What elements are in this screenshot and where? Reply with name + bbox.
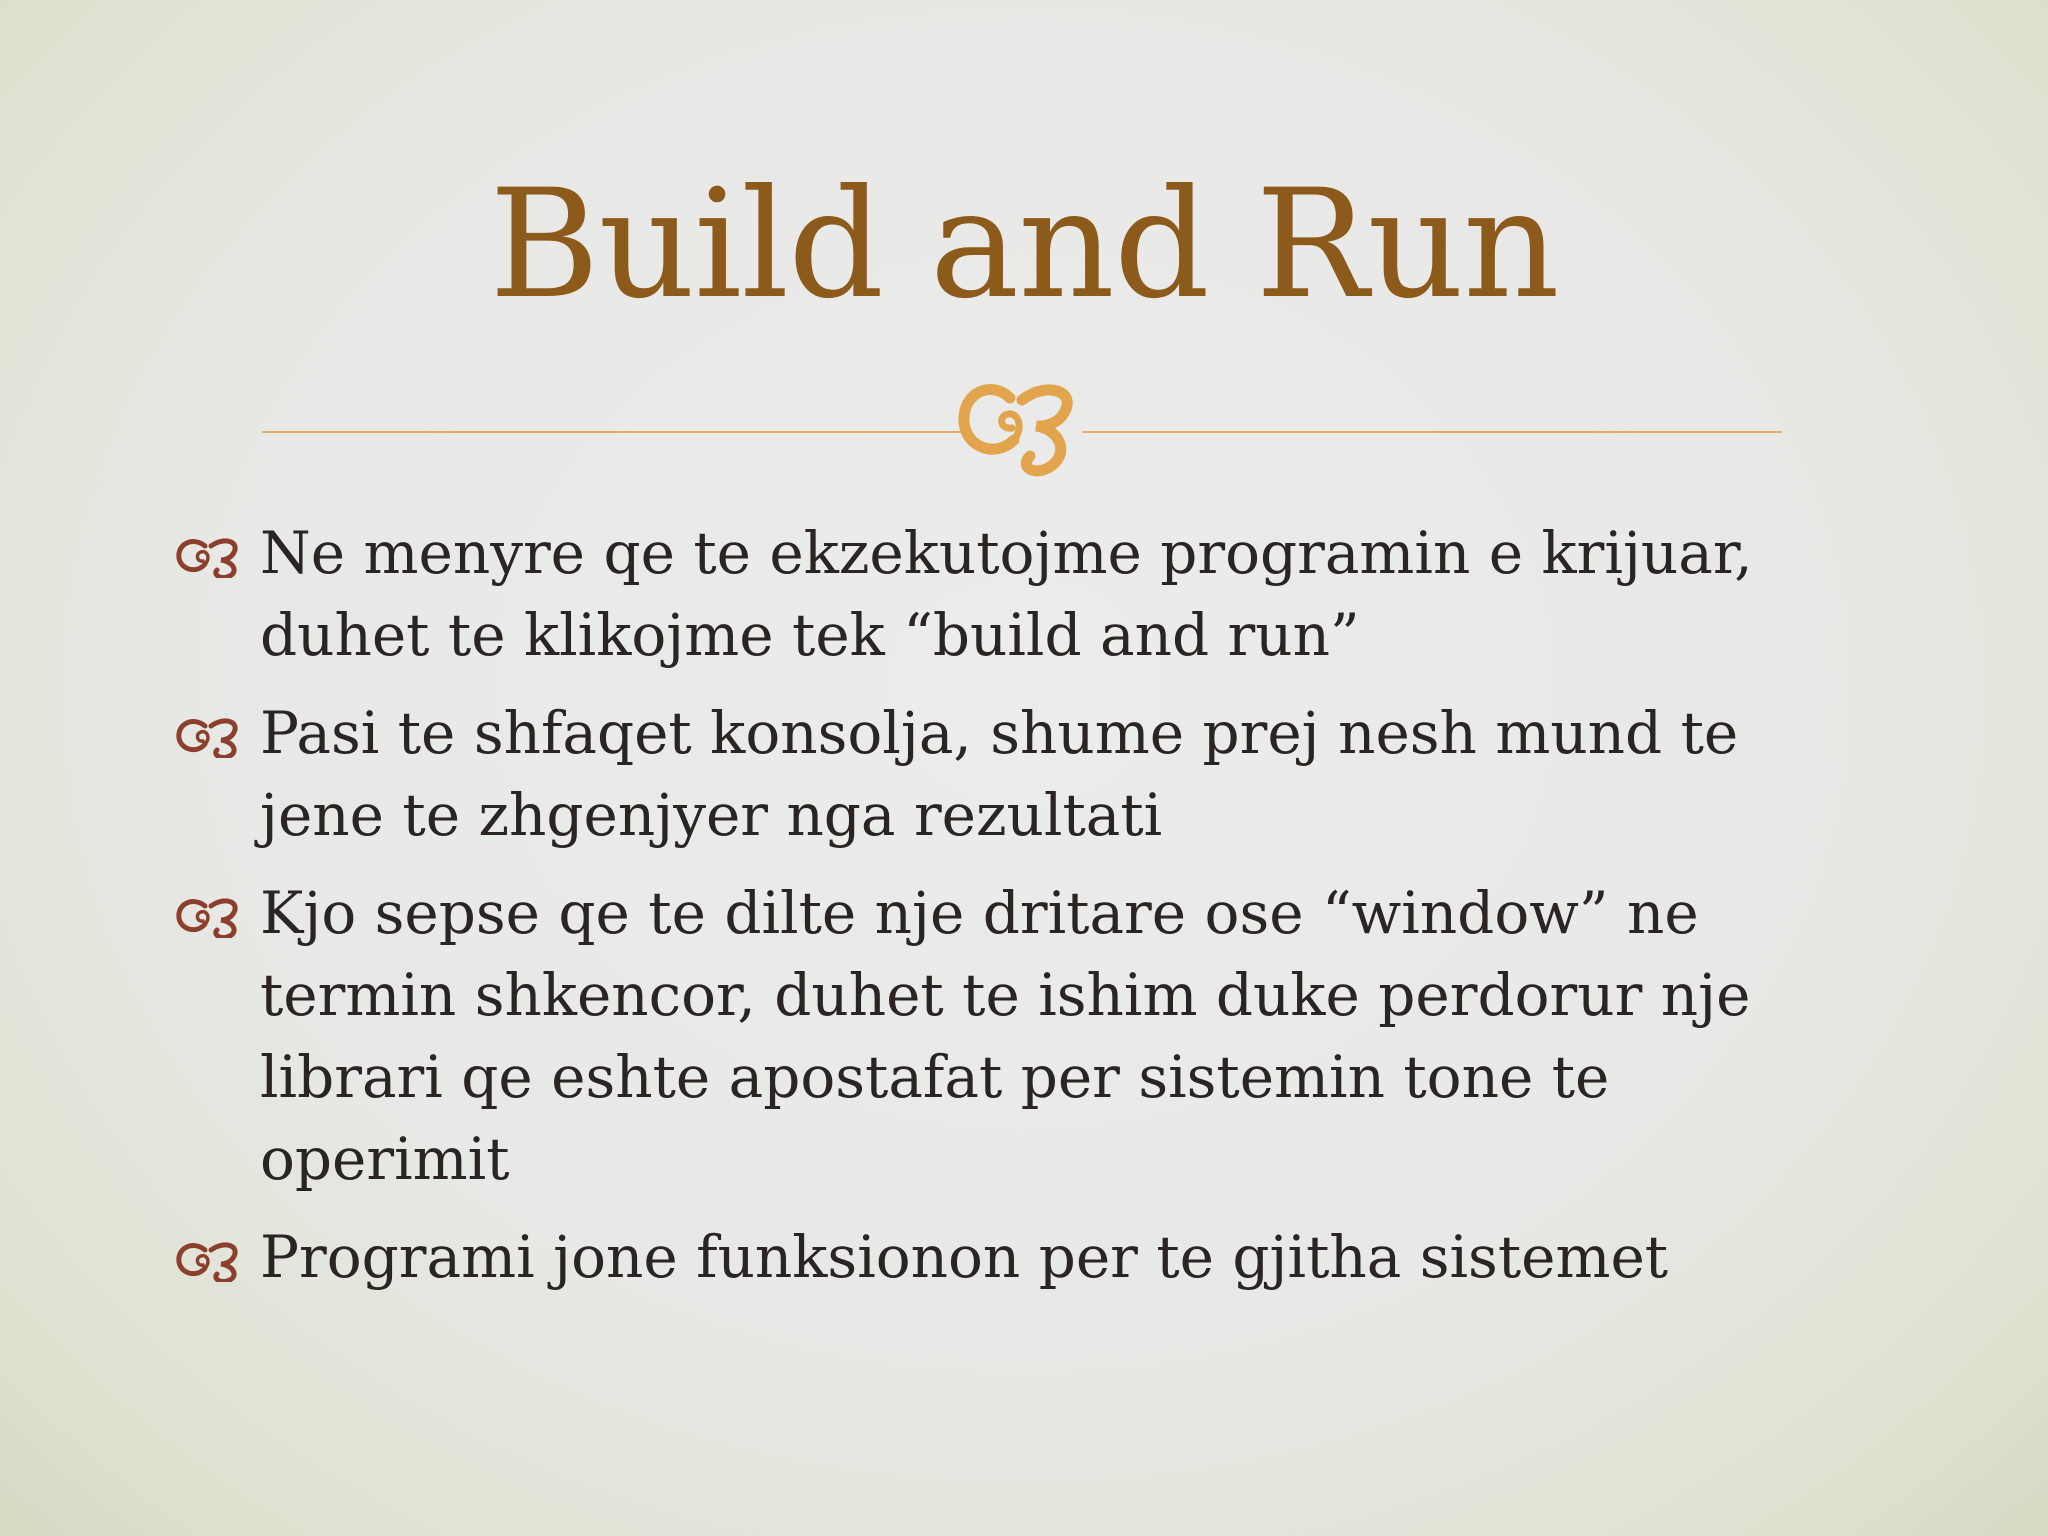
flourish-ornament-icon: [952, 370, 1092, 480]
bullet-text: Ne menyre qe te ekzekutojme programin e krijuar, duhet te klikojme tek “build and run”: [260, 519, 1753, 669]
flourish-bullet-icon: [175, 1238, 243, 1282]
flourish-bullet-icon: [175, 894, 243, 938]
bullet-item: [175, 692, 1815, 856]
title-divider-right: [1082, 431, 1782, 433]
bullet-list: [175, 512, 1815, 1314]
bullet-text: Kjo sepse qe te dilte nje dritare ose “window” ne termin shkencor, duhet te ishim duke perdorur nje librari qe eshte apostafat per sistemin tone te operimit: [260, 879, 1751, 1193]
bullet-text: Pasi te shfaqet konsolja, shume prej nesh mund te jene te zhgenjyer nga rezultati: [260, 699, 1739, 849]
title-divider-left: [262, 431, 962, 433]
flourish-bullet-icon: [175, 714, 243, 758]
slide-title: Build and Run: [489, 158, 1559, 332]
bullet-item: [175, 872, 1815, 1200]
bullet-text: Programi jone funksionon per te gjitha sistemet: [260, 1223, 1669, 1291]
bullet-item: [175, 512, 1815, 676]
flourish-bullet-icon: [175, 534, 243, 578]
bullet-item: [175, 1216, 1815, 1298]
